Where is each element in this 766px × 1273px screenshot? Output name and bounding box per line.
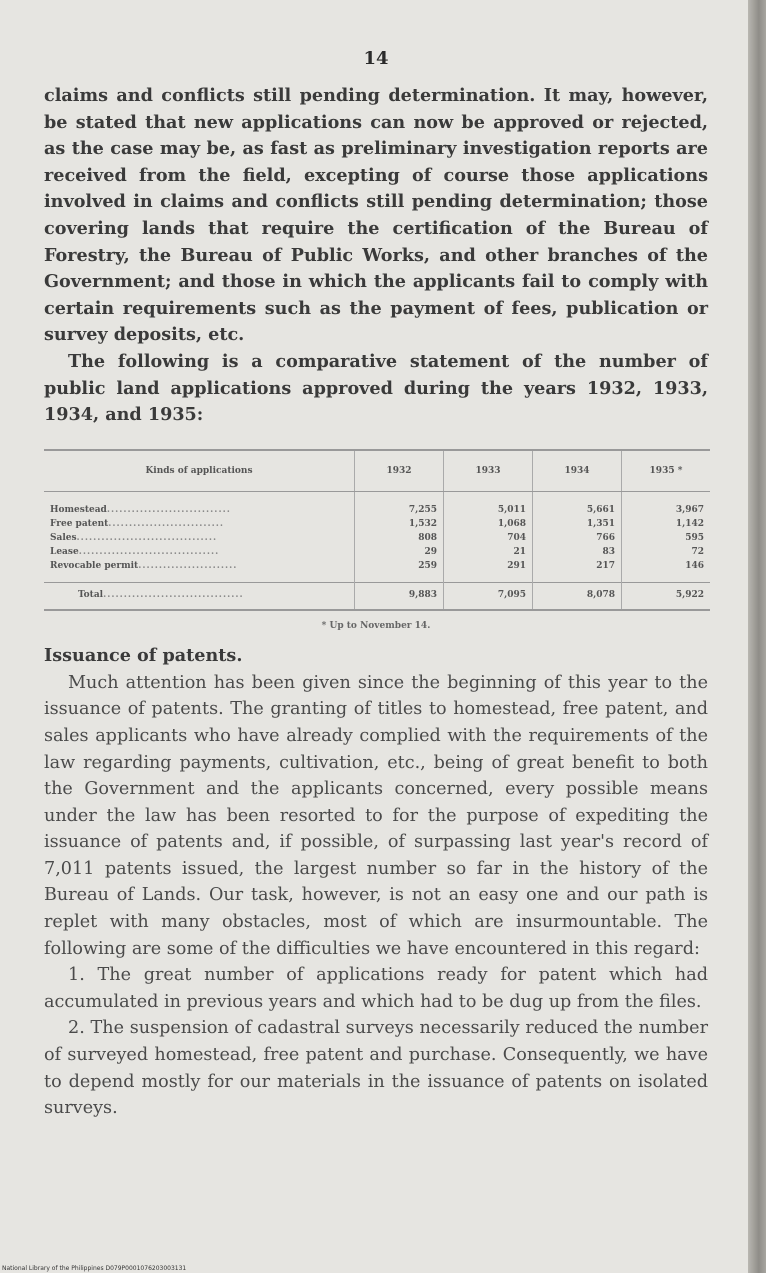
total-cell: 5,922 [622,582,711,610]
cell: 808 [355,531,444,545]
total-cell: 9,883 [355,582,444,610]
row-label: Sales [50,532,77,543]
page-edge-shadow [748,0,766,1273]
table-footnote: * Up to November 14. [321,620,431,631]
table-row: Sales.................................. 808 704 766 595 [44,531,710,545]
cell: 146 [622,559,711,583]
row-label: Lease [50,546,79,557]
col-1933: 1933 [444,450,533,492]
paragraph-comparative-statement: The following is a comparative statement of the number of public land applications approved during the years 1932, 1933, 1934, and 1935: [44,350,708,426]
list-item: 1. The great number of applications ready for patent which had accumulated in previous years and which had to be dug up from the files. [44,965,708,1012]
col-1935: 1935 * [622,450,711,492]
paragraph-patents: Much attention has been given since the beginning of this year to the issuance of patents. The granting of titles to homestead, free patent, and sales applicants who have already complied with the requirements of the law regarding payments, cultivation, etc., being of great benefit to both the Government and the applicants concerned, every possible means under the law has been resorted to for the purpose of expediting the issuance of patents and, if possible, of surpassing last year's record of 7,011 patents issued, the largest number so far in the history of the Bureau of Lands. Our task, however, is not an easy one and our path is replet with many obstacles, most of which are insurmountable. The following are some of the difficulties we have encountered in this regard: [44,672,708,959]
list-item: 2. The suspension of cadastral surveys necessarily reduced the number of surveyed homestead, free patent and purchase. Consequently, we have to depend mostly for our materials in the issuance of patents on isolated surveys. [44,1018,708,1119]
row-label: Homestead [50,504,107,515]
cell: 259 [355,559,444,583]
cell: 1,532 [355,517,444,531]
cell: 595 [622,531,711,545]
cell: 7,255 [355,491,444,517]
cell: 1,142 [622,517,711,531]
cell: 83 [533,545,622,559]
row-label: Free patent [50,518,109,529]
table-row: Revocable permit........................ 259 291 217 146 [44,559,710,583]
page-content [44,40,708,1122]
row-label: Revocable permit [50,560,139,571]
cell: 1,351 [533,517,622,531]
table-total-row: Total.................................. 9,883 7,095 8,078 5,922 [44,582,710,610]
cell: 29 [355,545,444,559]
total-cell: 7,095 [444,582,533,610]
applications-table [44,449,710,611]
cell: 291 [444,559,533,583]
total-cell: 8,078 [533,582,622,610]
total-label: Total [78,589,104,600]
table-row: Free patent............................ 1,532 1,068 1,351 1,142 [44,517,710,531]
page-number: 14 [363,48,389,69]
cell: 5,661 [533,491,622,517]
cell: 21 [444,545,533,559]
paragraph-claims: claims and conflicts still pending determination. It may, however, be stated that new applications can now be approved or rejected, as the case may be, as fast as preliminary investigation reports are received from the field, excepting of course those applications involved in claims and conflicts still pending determination; those covering lands that require the certification of the Bureau of Forestry, the Bureau of Public Works, and other branches of the Government; and those in which the applicants fail to comply with certain requirements such as the payment of fees, publication or survey deposits, etc. [44,85,708,346]
table-row: Homestead.............................. 7,255 5,011 5,661 3,967 [44,491,710,517]
section-heading: Issuance of patents. [44,644,243,666]
archive-footer-tag: National Library of the Philippines D079P0001076203003131 [2,1265,187,1272]
table-header-row [44,450,710,492]
cell: 217 [533,559,622,583]
col-1932: 1932 [355,450,444,492]
cell: 1,068 [444,517,533,531]
cell: 766 [533,531,622,545]
col-kinds: Kinds of applications [44,450,355,492]
cell: 72 [622,545,711,559]
cell: 5,011 [444,491,533,517]
col-1934: 1934 [533,450,622,492]
cell: 3,967 [622,491,711,517]
table-row: Lease.................................. 29 21 83 72 [44,545,710,559]
cell: 704 [444,531,533,545]
